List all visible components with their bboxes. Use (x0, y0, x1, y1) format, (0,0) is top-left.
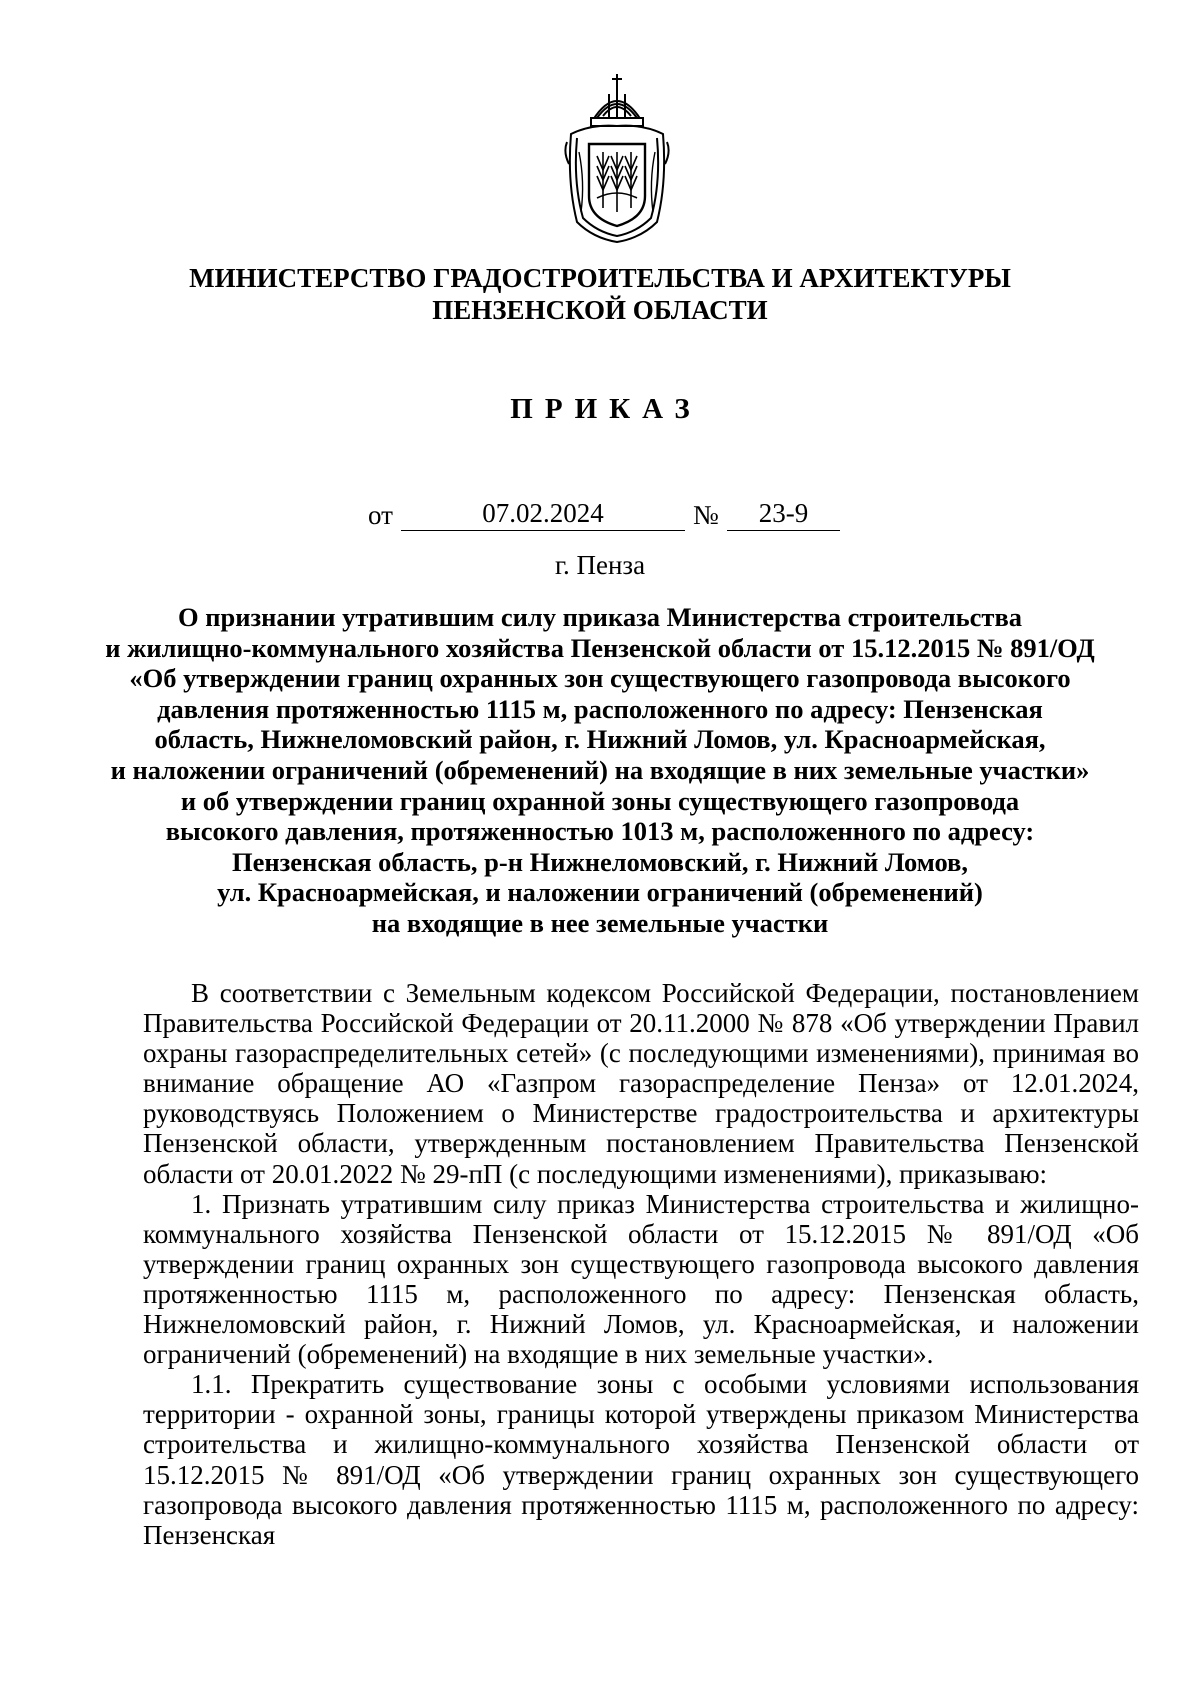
ministry-name-line-2: ПЕНЗЕНСКОЙ ОБЛАСТИ (432, 295, 768, 325)
ministry-name (120, 262, 1080, 326)
order-date-number-row (0, 500, 1200, 534)
subject-line: О признании утратившим силу приказа Министерства строительства (177, 602, 1023, 632)
subject-line: ул. Красноармейская, и наложении ограничений (обременений) (217, 877, 983, 908)
number-sign-label: № (693, 500, 719, 530)
date-prefix-label: от (368, 500, 393, 530)
document-type-title: ПРИКАЗ (510, 393, 702, 425)
order-date: 07.02.2024 (401, 500, 685, 531)
subject-line: Пензенская область, р-н Нижнеломовский, г. Нижний Ломов, (232, 846, 968, 877)
subject-line: и жилищно-коммунального хозяйства Пензенской области от 15.12.2015 № 891/ОД (105, 632, 1095, 663)
subject-line: и об утверждении границ охранной зоны существующего газопровода (180, 785, 1020, 816)
subject-line: давления протяженностью 1115 м, расположенного по адресу: Пензенская (157, 693, 1043, 724)
subject-line: область, Нижнеломовский район, г. Нижний Ломов, ул. Красноармейская, (154, 724, 1046, 755)
order-subject-heading (100, 602, 1100, 939)
body-paragraph-item-1: 1. Признать утратившим силу приказ Министерства строительства и жилищно-коммунального хозяйства Пензенской области от 15.12.2015 № 891/ОД «Об утверждении границ охранных зон существующего газопровода высокого давления протяженностью 1115 м, расположенного по адресу: Пензенская область, Нижнеломовский район, г. Нижний Ломов, ул. Красноармейская, и наложении ограничений (обременений) на входящие в них земельные участки». (143, 1188, 1139, 1370)
subject-line: высокого давления, протяженностью 1013 м, расположенного по адресу: (165, 816, 1035, 847)
body-paragraph-item-1-1: 1.1. Прекратить существование зоны с особыми условиями использования территории - охранной зоны, границы которой утверждены приказом Министерства строительства и жилищно-коммунального хозяйства Пензенской области от 15.12.2015 № 891/ОД «Об утверждении границ охранных зон существующего газопровода высокого давления протяженностью 1115 м, расположенного по адресу: Пензенская (143, 1369, 1139, 1550)
subject-line: «Об утверждении границ охранных зон существующего газопровода высокого (129, 663, 1071, 694)
ministry-name-line-1: МИНИСТЕРСТВО ГРАДОСТРОИТЕЛЬСТВА И АРХИТЕКТУРЫ (189, 263, 1011, 293)
order-number: 23-9 (727, 500, 840, 531)
subject-line: на входящие в нее земельные участки (371, 907, 829, 938)
subject-line: и наложении ограничений (обременений) на входящие в них земельные участки» (110, 754, 1090, 785)
order-body (143, 978, 1139, 1550)
issue-city: г. Пенза (554, 550, 646, 580)
body-paragraph-preamble: В соответствии с Земельным кодексом Российской Федерации, постановлением Правительства Российской Федерации от 20.11.2000 № 878 «Об утверждении Правил охраны газораспределительных сетей» (с последующими изменениями), принимая во внимание обращение АО «Газпром газораспределение Пенза» от 12.01.2024, руководствуясь Положением о Министерстве градостроительства и архитектуры Пензенской области, утвержденным постановлением Правительства Пензенской области от 20.01.2022 № 29-пП (с последующими изменениями), приказываю: (143, 978, 1139, 1189)
penza-region-coat-of-arms-icon (563, 72, 671, 244)
